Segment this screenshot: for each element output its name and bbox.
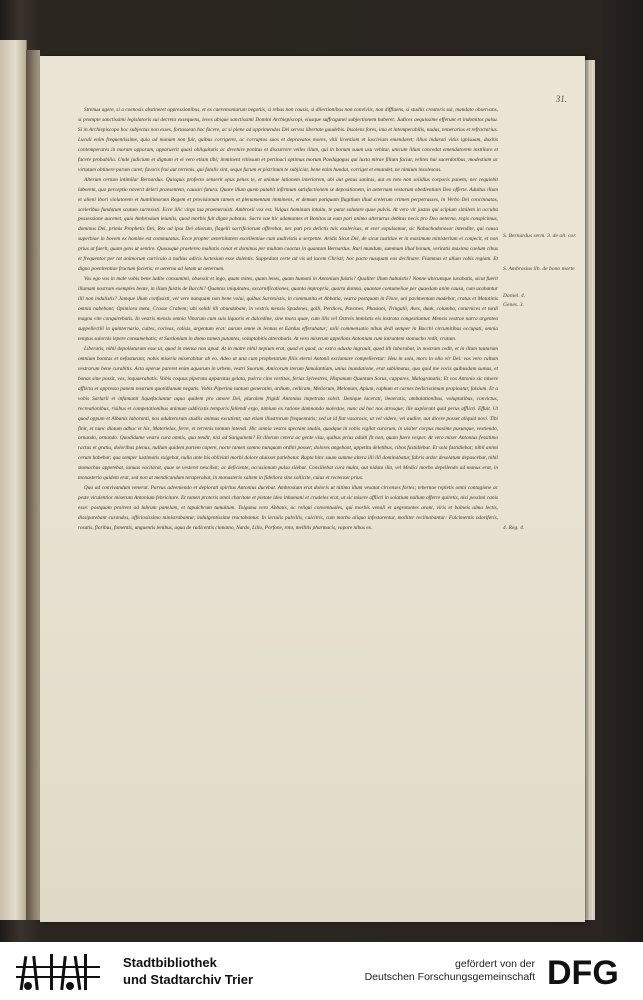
sponsor-line: Deutschen Forschungsgemeinschaft <box>364 971 535 983</box>
book-spine <box>26 50 40 920</box>
manuscript-page <box>40 56 585 922</box>
paragraph: Alterum certum intimilar Bernardus. Quisquis profecto senserit opus penes te, et animae lationem interiorem, ubi aut genus sanitas, aut ex toto non solidius corporis panem; nec requiebit laborem, quo perceptio noverit deleri praesentem, causari futura. Quare illum quem putabit infirmum satisfactionem se depositionem, in aeternam vestarum obedientiam Deo offerte. Adultus illum et alieni ibori violatorem et humilimorum Regem et provisionum tamen et plenamentum imminens, et demum potiquam flagitium illud scelerum crimen perpetrasses, in Verbo Dei concinnatas, sceleribus fundatum scutum surrexisti. Ecce illic virgo tua praemeruisti. Ambrosii vox est. Vulgus hominum intuitu, te putat salutare quae pulvis. At vero vir justus qui scipium similem in occulta possessione aucenet, quia Ambrosium ieiuniis, quod morbis fuit digne pabatus. Sacro vae hic adamantes et Bonitos ut eum pari animo alterutrus debitas necis pro Deo aeterna, regis conspicimus, dominus Dei, primis Prophetis Dei, Rex ad ipsa Dei aliorum, flagelli sacrificiorum offerebat, nec pati pro delictis tuis exulerisas, et ever expulsamur, sic Nabuchodonosor intendite, qui causa superbiae in bovem ex homine est commutatus. Ecce propter aeternitatem excellentiae cum audivistis a serpente. Aridis Sicut Dei, de sicut iustitiae et in maximum ministerium ei conjecit, et non prius ut fuerit, quam gens ut sentire. Quousque praetereo mallatis conat et dominus per multam coactas in quantam Bernardus. Ruri mundum, summum illud bonum, veritatis maxima caelum cibus et frequentor per tot animorum curriculo a nullius adicis luctesium esse dolentis. Suppedant certe ad vis ad lucem Christi; hoc pacto nusquam eos declinare. Flammas et ullum vobis regiam. Et digno poenitentiae fructum facietis; et aeterna ad latam ut aeternum. <box>78 176 498 273</box>
margin-note: 4. Reg. 4. <box>503 525 525 531</box>
margin-note: Daniel. 4. <box>503 293 526 299</box>
paragraph: Quo ad convivandum venerat. Parvus adveniendo et deplorati spiritus Antonius ducebat. Ambrosium erat doloris ut nitima illum vexatat circenses fortes; tebernae repletis omni contagione ac peste virulentior miserum Antonium febricitare. Et tamen proteris omni charitate et pietate ideo inhumani et crudeles erat, ut sic misere afflicti in solatium nullum offerre quiretis, nisi pessimi canis esse: postquam proirent ad labrum panelam, et tapulchrum tumultum. Tolguma vero Abbatis, ac reliqui conventuales, qui morbis venali et aegrotantes arant, viris et balneis alma lectis, dissiparebant curandos, officiosissimo ministrabantur, indulgentissime tractabantur. In lectulis pulvillis, culcitris, cum morbo aliquo infestarentur, molliter reclinabantur: Fulcimentis odoriferis, rosatis, floribus, fomentis, unguentis lenibus, aqua de radicentis cinnamo, Nardo, Lilio, Porfone, roto, mellitis pharmacis, vapore nibus ex. <box>78 485 498 532</box>
paragraph: Liberatis, nihil depoliaturum esse ut, quod in mensa non apud. At in matre nihil nepium erat, quod et quod, ac extra adusta ingrauit, quod illi laborabat, in nostram cedit, et in illum tautarum omnium bonitas et nefasturam; nobis miseria miserabitur ab eo. Adeo ut una cum prophetarum filiis eterni Antonii exclamare compelleretur: Heu in sola, mors in olla vir Dei: vos vero cultum vestrarum bene curabitis. Acta operae pareret enim aquarum in urbem, vestri Suorum, Amicorum iterum famulantiam, unius inundatione, erat sublimatus, quo quid me vocis quibusdam sumus, et bonas sine possit, vos, inquaerabatis. Vobis coquus piperata apparatus gelata, pulcra cino vertitas, ferias Sylvestres, Hispanum Quantum Sorus, cappares, Malogranatis; Et vos Antonio sic misere afflicta et oppresso panem nostrum quotidianum negatis. Vobis Piperina tantum generatim, ardium, cellicam, Meliorum, Melonum, Apium, raphum et carnes bellicissimum propinatur, falsium. Et a vobis Sarlarii et infamanti liquefaciuntur aqua quidem pro amore Dei, pluralem frigidi Antonius impetrata solvit. Denique lacerati, ileaeratis, ambulationibus, voluptatibus, convictus, recreationibus, risibus et competationibus animum addicistis temporis fallendi ergo, nimium ex ratione damnando molestae, nunc ad hoc nos atrosque; ille uxplorant quid perus afflicti. Effuit. Ut quod oppum et Albanis laboranti, nos adulterorum studiis animus excutient; aut etiam illustrorum frequentatis; sed ut id fiat vasarosis, ut vel videre, vel audire, aut dicere posset aliquid novi. Tibi finit, et nunc diatum adhuc et his, Materielas, ferre, et terrenis tantum intendi. Hic omnia vestra spectant studia, quodque in vobis vigilat curarum, in uisiter corpus maxime pusunque, vestiendo, ornando, ornando. Quodidame vestra cura omnis, qua tendit, nisi ad Sanguinem? Et illorum cetera ac gente visu, quibus prius adulti fit non, quam fuere vesper. At vero miser Antonius fessitimo ractus et gratia, doloribus plenus, nullum quidem partem capere, nocte tamen somno nunquam ordini posset; dolores angebant, appetitu deletibus, cibos fastidiebat. Et sola fastidiebat; nihil animi cerum habebat; qua semper iustimatis exigebat, nulla ante his obliviati morbi dolore aluisset patiebatur. Rupta hinc suum summe altera illi illi dominabatur, fabris ardor desolatum depascebat, nihil stomachus appetebat, ianuas vacitarat, quae se vesteret nescibat; ac deficiente, occasionum pulsu silebat. Consiliebat cura multa, aut nidata illa, vel Medici morbo depellendo ad manus erat, in monasterio quidem erat, sed non at mendicandum teraperabat, in monasterio saltem in fideliora sine sollicite, cuius et rectenset prius. <box>78 345 498 482</box>
main-text-block <box>78 106 498 534</box>
library-logo-icon <box>14 952 100 992</box>
paragraph: Vos ego vos in male vobis bene ludite consumimi, obsessit et ingo, quam mites, quam lenes, quam humani in Antonium fuistis? Qualiter illum habuistis? Nonne ubicumque iuvabatis, sicut fuerit illumam nostram exemples beate, in illum fuistis de Bacchi? Quantas iniquitates, excarnificationes, quanta impropria, quarta damna, quantae contumeliae per quaedam anim causa, cum ucabantur illi non indulistis? Jamque illum confusisti, vel vere nunquam non bene volui, quibus Surrexistis, in communita et Abbatia, vestra postquam in Flore, uni pavimentum madebat, cratus et Matutinis omnia nabebant; Opimiora meta, Crasse Crabem; ubi solidi illi abundabant, in vestris mensis Spadones, galli, Perdices, Pavones, Phasiani, Tringalli, Aves, duuk, columba, coturnices et turdi magna vite conquirebatis. In vestris mensis omnia Vinorum cum suis liquoris et dulcedine, sine mora quae, cum illis vel Ostreis immixtis eis instrata congestiuntur. Mensis vestrae narra argentea suppellectili in quinternario, cultes, cocleas, calisis, argentum erat: aurum omne in lennas et Eardus efferabatur; solii commensatio nibus dedi semper in Bacchi circumitibus occupati, omnia tempus salornis lepere consumebatis; et Sardonium in domo tamen putantes, voluptabitis alterabatis. At vero miserum appellans Antonium cum latrantem stomacho redit, crutum. <box>78 276 498 342</box>
folio-number: 31. <box>555 94 567 104</box>
library-name <box>123 954 253 988</box>
margin-note: S. Bernardus serm. 3. de alt. cor. <box>503 233 577 239</box>
dfg-logo-text: DFG <box>547 954 619 988</box>
sponsor-line: gefördert von der <box>455 958 535 970</box>
dfg-logo-icon <box>545 954 633 988</box>
footer-banner <box>0 942 643 1000</box>
sponsor-text <box>365 958 535 984</box>
paragraph: Strenua agere, si a coenosis abstineret oppressionibus, et ex caeremoniarum negotiis, si rebus non causis, si dilectionibus non conviviis, non diffluens, si studiis creatoris sui, mandato observans, si prompte sanctissimi legislatoris sui decreta exsequens, leves ubique sanctissimi Domini Archiepiscopi, eiusque suffraganei subjectionem haberet. Judices aequissime efferunt et indomitos pulsu. Si in Archiepiscopo hoc subjectus non esses, fortassean hoc facere, ac si plene ad opprimendos Dei servos libertate gaudebis. Insolens fores, ima et intemperabilis, nudus, temerarius et refractarius. Luculi enim frequentissime, quia ad manum non fuit, quibus corrigeret, ac corruptos suos et depravatos mores, vitii licentiam et lasciviam emendaret; illius indurati vitiis ignisuam, duxitis contemperares in moram opporam, apparuerit quasi obliquitatis ac devenire ponitus et discurrere velles illum, qui in bonum suum usu vehitur, unicum illum concedat emendatorem instillare et facere probabilia. Unde judicium et dignum et ei vero etiam tibi; imminent vitiosum et pertinaci optimus morum Paedagogus qui iuxta mirae filium faciat, velites hui sacerdotibus, modestiam ac virtutum obtinere parum curet; favoris frui aut terrenis, qui fatalis sint, seque fucum et pistrinum te subjiciat, bene enim hundat, corriget et emandet, ne nimium insolescas. <box>78 107 498 173</box>
left-page-edge <box>0 40 27 920</box>
page-stack-edge <box>585 60 595 920</box>
library-name-line: und Stadtarchiv Trier <box>123 972 254 987</box>
library-name-line: Stadtbibliothek <box>123 955 217 970</box>
margin-note: S. Ambrosius lib. de bono morte <box>503 266 575 272</box>
margin-note: Genes. 3. <box>503 302 524 308</box>
